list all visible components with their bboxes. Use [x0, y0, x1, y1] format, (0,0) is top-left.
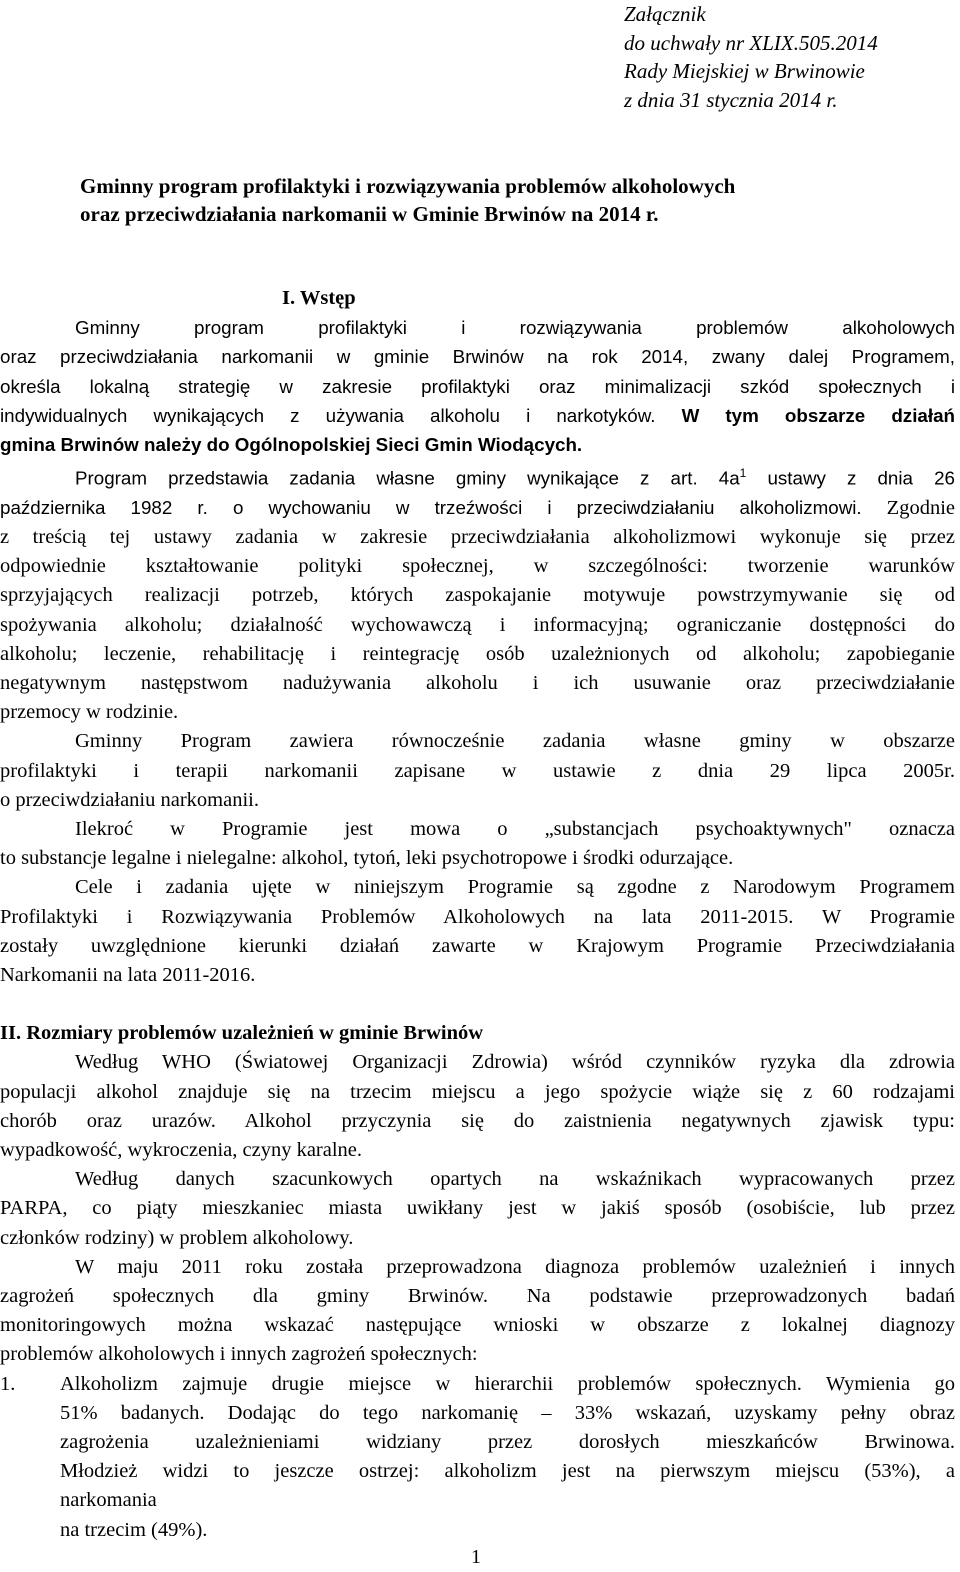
text-line: problemów alkoholowych i innych zagrożeń społecznych:	[0, 1343, 478, 1366]
text-line: populacji alkohol znajduje się na trzecim miejscu a jego spożycie wiąże się z 60 rodzajami	[0, 1080, 955, 1103]
text-line: zagrożeń społecznych dla gminy Brwinów. Na podstawie przeprowadzonych badań	[0, 1284, 955, 1307]
text-span: ustawy z dnia 26	[746, 467, 955, 489]
text-line: przemocy w rodzinie.	[0, 701, 179, 724]
text-line: Narkomanii na lata 2011-2016.	[0, 963, 256, 986]
attachment-line: do uchwały nr XLIX.505.2014	[624, 30, 878, 55]
text-line: Gminny Program zawiera równocześnie zadania własne gminy w obszarze	[75, 730, 955, 753]
title-line: Gminny program profilaktyki i rozwiązywania problemów alkoholowych	[80, 174, 736, 198]
attachment-line: Rady Miejskiej w Brwinowie	[624, 59, 865, 83]
text-line	[0, 401, 955, 430]
bold-text: gmina Brwinów należy do Ogólnopolskiej Sieci Gmin Wiodących.	[0, 434, 583, 456]
paragraph-who	[0, 1048, 955, 1165]
text-line: zostały uwzględnione kierunki działań zawarte w Krajowym Programie Przeciwdziałania	[0, 934, 955, 957]
text-line: spożywania alkoholu; działalność wychowawczą i informacyjną; ograniczanie dostępności do	[0, 613, 955, 636]
text-line: chorób oraz urazów. Alkohol przyczynia się do zaistnienia negatywnych zjawisk typu:	[0, 1109, 955, 1132]
text-line: PARPA, co piąty mieszkaniec miasta uwikłany jest w jakiś sposób (osobiście, lub przez	[0, 1197, 955, 1220]
text-line: alkoholu; leczenie, rehabilitację i reintegrację osób uzależnionych od alkoholu; zapobieganie	[0, 642, 955, 665]
paragraph-psychoactive	[0, 815, 955, 873]
document-body	[0, 284, 955, 1545]
text-line: Profilaktyki i Rozwiązywania Problemów Alkoholowych na lata 2011-2015. W Programie	[0, 905, 955, 928]
paragraph-intro	[0, 313, 955, 459]
spacer	[0, 990, 955, 1019]
text-line	[0, 493, 955, 523]
paragraph-parpa	[0, 1165, 955, 1253]
paragraph-drug-program	[0, 727, 955, 815]
text-line: Młodzież widzi to jeszcze ostrzej: alkoholizm jest na pierwszym miejscu (53%), a	[60, 1460, 955, 1483]
text-line: negatywnym następstwom nadużywania alkoholu i ich usuwanie oraz przeciwdziałanie	[0, 671, 955, 694]
text-line: zagrożenia uzależnieniami widziany przez dorosłych mieszkańców Brwinowa.	[60, 1430, 955, 1453]
text-span: Program przedstawia zadania własne gminy wynikające z art. 4a	[75, 467, 740, 489]
paragraph-program-tasks	[0, 459, 955, 727]
text-span: października 1982 r. o wychowaniu w trzeźwości i przeciwdziałaniu alkoholizmowi.	[0, 496, 862, 518]
text-line: Według danych szacunkowych opartych na wskaźnikach wypracowanych przez	[75, 1168, 955, 1191]
text-line: sprzyjających realizacji potrzeb, których zaspokajanie motywuje powstrzymywanie się od	[0, 584, 955, 607]
section-heading-2: II. Rozmiary problemów uzależnień w gminie Brwinów	[0, 1022, 484, 1045]
list-item-number: 1.	[0, 1372, 16, 1395]
text-span: indywidualnych wynikających z używania alkoholu i narkotyków.	[0, 404, 656, 426]
text-line: Gminny program profilaktyki i rozwiązywania problemów alkoholowych	[75, 317, 955, 339]
list-item	[0, 1370, 955, 1545]
text-span: Zgodnie	[861, 496, 955, 519]
text-line: o przeciwdziałaniu narkomanii.	[0, 788, 259, 811]
section-heading-1: I. Wstęp	[282, 287, 356, 309]
title-line: oraz przeciwdziałania narkomanii w Gminie Brwinów na 2014 r.	[80, 202, 659, 226]
attachment-line: Załącznik	[624, 2, 706, 26]
text-line: 51% badanych. Dodając do tego narkomanię – 33% wskazań, uzyskamy pełny obraz	[60, 1401, 955, 1424]
attachment-header	[624, 0, 878, 114]
text-line: to substancje legalne i nielegalne: alkohol, tytoń, leki psychotropowe i środki odurzające.	[0, 847, 734, 870]
text-line: określa lokalną strategię w zakresie profilaktyki oraz minimalizacji szkód społecznych i	[0, 375, 955, 397]
text-line: Ilekroć w Programie jest mowa o „substancjach psychoaktywnych" oznacza	[75, 817, 955, 840]
attachment-line: z dnia 31 stycznia 2014 r.	[624, 87, 838, 112]
page-number: 1	[471, 1546, 481, 1568]
text-line	[0, 430, 955, 459]
text-line: Według WHO (Światowej Organizacji Zdrowia) wśród czynników ryzyka dla zdrowia	[75, 1051, 955, 1074]
text-line: W maju 2011 roku została przeprowadzona diagnoza problemów uzależnień i innych	[75, 1255, 955, 1278]
text-line: z treścią tej ustawy zadania w zakresie przeciwdziałania alkoholizmowi wykonuje się przez	[0, 525, 955, 548]
text-line: Alkoholizm zajmuje drugie miejsce w hierarchii problemów społecznych. Wymienia go	[60, 1372, 955, 1395]
text-line	[0, 459, 955, 492]
superscript: 1	[739, 466, 747, 481]
text-line: narkomania	[60, 1489, 157, 1512]
text-line: Cele i zadania ujęte w niniejszym Programie są zgodne z Narodowym Programem	[75, 876, 955, 899]
text-line: członków rodziny) w problem alkoholowy.	[0, 1226, 354, 1249]
text-line: profilaktyki i terapii narkomanii zapisane w ustawie z dnia 29 lipca 2005r.	[0, 759, 955, 782]
text-line: wypadkowość, wykroczenia, czyny karalne.	[0, 1138, 363, 1161]
bold-text: W tym obszarze działań	[655, 404, 955, 426]
paragraph-goals	[0, 873, 955, 990]
paragraph-diagnosis	[0, 1253, 955, 1370]
document-title	[80, 172, 735, 228]
text-line: monitoringowych można wskazać następujące wnioski w obszarze z lokalnej diagnozy	[0, 1314, 955, 1337]
text-line: na trzecim (49%).	[60, 1518, 208, 1541]
text-line: odpowiednie kształtowanie polityki społecznej, w szczególności: tworzenie warunków	[0, 555, 955, 578]
text-line: oraz przeciwdziałania narkomanii w gminie Brwinów na rok 2014, zwany dalej Programem,	[0, 346, 955, 368]
